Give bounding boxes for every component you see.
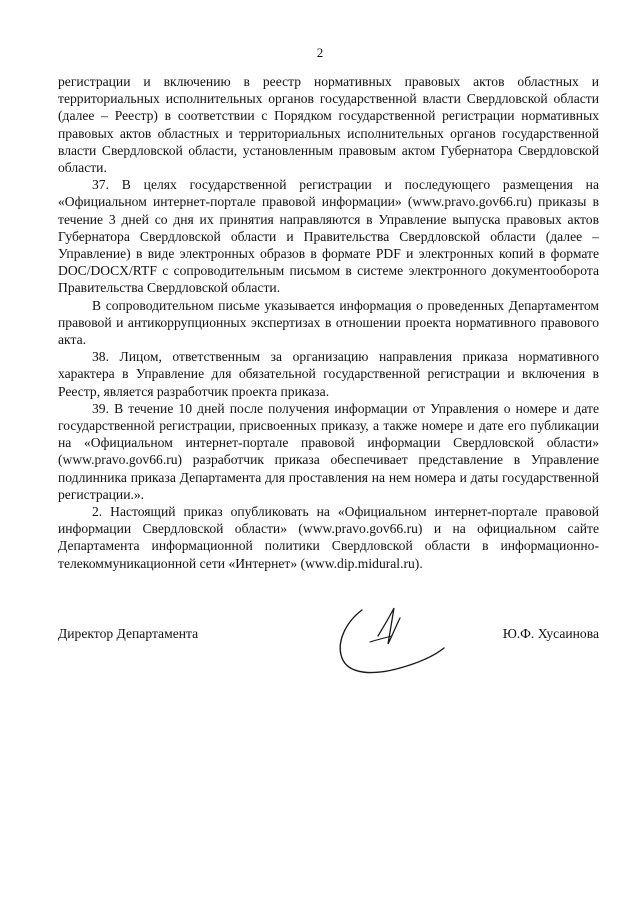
signatory-name: Ю.Ф. Хусаинова [502,626,599,641]
paragraph-item-37: 37. В целях государственной регистрации и последующего размещения на «Официальном интернет-портале правовой информации» (www.pravo.gov66.ru) приказы в течение 3 дней со дня их принятия направляются в Управление выпуска правовых актов Губернатора Свердловской области и Правительства Свердловской области (далее – Управление) в виде электронных образов в формате PDF и электронных копий в формате DOC/DOCX/RTF с сопроводительным письмом в системе электронного документооборота Правительства Свердловской области. [58,177,599,296]
signature-block [58,626,599,646]
paragraph-item-39: 39. В течение 10 дней после получения информации от Управления о номере и дате государственной регистрации, присвоенных приказу, а также номере и дате его публикации на «Официальном интернет-портале правовой информации Свердловской области» (www.pravo.gov66.ru) разработчик приказа обеспечивает представление в Управление подлинника приказа Департамента для проставления на нем номера и даты государственной регистрации.». [58,400,599,502]
page-number: 2 [316,45,324,60]
signatory-title: Директор Департамента [58,626,199,641]
handwritten-signature [330,596,450,682]
paragraph-registration-continuation: регистрации и включению в реестр нормативных правовых актов областных и территориальных исполнительных органов государственной власти Свердловской области (далее – Реестр) в соответствии с Порядком государственной регистрации нормативных правовых актов областных и территориальных исполнительных органов государственной власти Свердловской области, установленным правовым актом Губернатора Свердловской области. [58,74,599,176]
paragraph-item-38: 38. Лицом, ответственным за организацию направления приказа нормативного характера в Управление для обязательной государственной регистрации и включения в Реестр, является разработчик проекта приказа. [58,349,599,399]
paragraph-publication-order: 2. Настоящий приказ опубликовать на «Официальном интернет-портале правовой информации Свердловской области» (www.pravo.gov66.ru) и на официальном сайте Департамента информационной политики Свердловской области в информационно-телекоммуникационной сети «Интернет» (www.dip.midural.ru). [58,504,599,571]
document-body [58,73,599,572]
paragraph-cover-letter: В сопроводительном письме указывается информация о проведенных Департаментом правовой и антикоррупционных экспертизах в отношении проекта нормативного правового акта. [58,297,599,348]
